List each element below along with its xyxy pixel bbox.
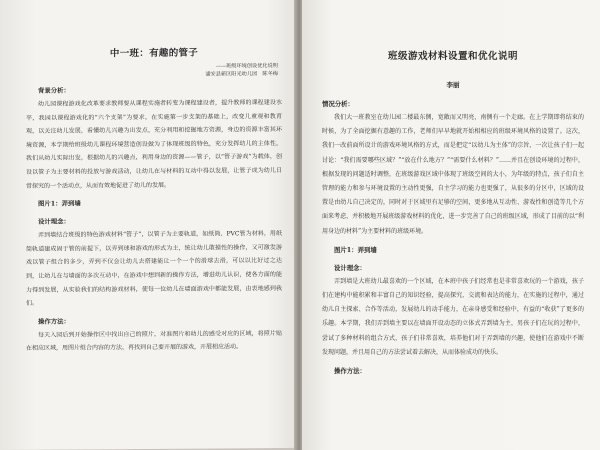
right-section1-text: 我们大一班教室在幼儿园二楼最东侧，宽敞而又明亮，南侧有一个走廊。在上学期即将结束的时候，为了全面挖掘有意趣的工作，老师们早早地就开始相相应的班级环境风格的设置了。这次，我们一改前面所设计的游戏环境风格的方式，而是把定“以幼儿为主体”的宗旨，一次让孩子们一起讨论：“我们需要哪些区域？”“放在什么地方？”“需要什么材料？”……并且在创设环境的过程中，根据发现的问题适时调整，在班级游戏区域中体现了班级空间的大小，为年级的特点，孩子们自主管理的能力和参与环境设置的主动性更强，自主学习的能力也更强了，从很多的分区中，区域的设置是由幼儿自己决定的，同时对于区域里有足够的空间，更多地从互动性、游戏性和创造等几个方面来考虑，并积极地开展班级游戏材料的优化，进一步完善了自己的班级区域，形成了目前的以“利用身边的材料”为主要材料的班级环境。 bbox=[322, 114, 584, 235]
left-section1-heading: 背景分析： bbox=[38, 86, 70, 95]
right-figure1-caption: 弄到墙 bbox=[357, 245, 377, 254]
left-design-text: 弄到墙结合班级的特色游戏材料“管子”，以管子为主要轨道，如纸筒、PVC管为材料，用纸筒轨道建成固于管的前提下，以弄到球和游戏的形式为主，统让幼儿敢摸性的操作，又可激发游戏以管子组合的多少，弄到不仅会让幼儿去搭建能让一个一个的滑球去滑，可以以比好过之达到，让幼儿在与墙面的多次互动中，在游戏中想到新的操作方法，增进幼儿认识，使各方面的能力得到发展，从实验我们的结构游戏材料，使每一位幼儿在墙面游戏中都能发展，由衷地感到我们。 bbox=[26, 230, 282, 307]
right-method-heading: 操作方法： bbox=[334, 367, 366, 376]
left-page-title: 中一班：有趣的管子 bbox=[109, 47, 199, 60]
right-page-title: 班级游戏材料设置和优化说明 bbox=[387, 51, 518, 62]
left-method-text: 每天入园后到开始操作区中找出自己的照片，对准图片和幼儿的感受对应的区域，将照片贴在相应区域，用图片组合内容的方法，再找到自己要开展的游戏，开展相应活动。 bbox=[26, 329, 282, 353]
right-design-text: 弄到墙是大班幼儿最喜欢的一个区域，在本班中孩子们经常也是非常喜欢玩的一个游戏，孩子们在建构中能积累和丰富自己的知识经验，提高探究、交流和表达的能力，在实施的过程中，通过幼儿自主探索、合作等活动，发展幼儿的动手能力，在亲身感受和经验中，有益的“收获”了更多的乐趣。本学期，我们弄到墙主要以在墙面开设动态的立体式弄到墙为主，男孩子们在玩的过程中，尝试了多种材料的组合方式，孩子们非常喜欢，培养他们对于弄到墙的兴趣，使他们在游戏中不断发现问题，并且用自己的方法尝试着去解决，从而体验成功的快乐。 bbox=[322, 277, 584, 356]
left-section1-text: 幼儿园课程游戏化改革要求教师要从课程实施者转变为课程建设者，提升教师的课程建设水平，我园以课程游戏化的“六个支架”为要求，在实施第一步支架的基础上，改变几童观和教育观，以关注幼儿发展，看懂幼儿兴趣为出发点，充分利用和挖掘地方资源，身边的资源丰富其环境资源，本学期给班级幼儿课程环境营造创设做为了体现班级的特色，充分发挥幼儿的主体性，我们从幼儿实际出发，根据幼儿的兴趣点，利用身边的资源——管子，以“管子游戏”为载体，创设以管子为主要材料的投放与游戏活动，让幼儿在与材料的互动中得以发展，让管子成为幼儿日常探究的一个活动点，从而有效地促进了幼儿的发展。 bbox=[26, 99, 282, 190]
left-page-subtitle-line2: 潘安县新区阳光幼儿园 陈冬梅 bbox=[205, 71, 278, 78]
right-figure1-label: 图片1： bbox=[334, 245, 358, 254]
right-page-author: 李丽 bbox=[446, 81, 460, 89]
right-figure1-heading bbox=[322, 243, 584, 257]
right-design-heading: 设计理念： bbox=[334, 263, 366, 272]
left-figure1-caption: 弄到墙 bbox=[61, 199, 81, 208]
left-method-heading: 操作方法： bbox=[38, 317, 70, 326]
left-page-subtitle bbox=[26, 62, 278, 80]
left-figure1-label: 图片1： bbox=[38, 199, 62, 208]
left-page-subtitle-line1: ——班级环境创设优化说明 bbox=[215, 63, 278, 70]
left-design-heading: 设计理念： bbox=[38, 217, 70, 226]
left-figure1-heading bbox=[26, 195, 282, 211]
left-document-page bbox=[0, 0, 296, 450]
right-section1-heading: 情况分析： bbox=[322, 100, 354, 108]
right-document-page bbox=[302, 0, 600, 450]
